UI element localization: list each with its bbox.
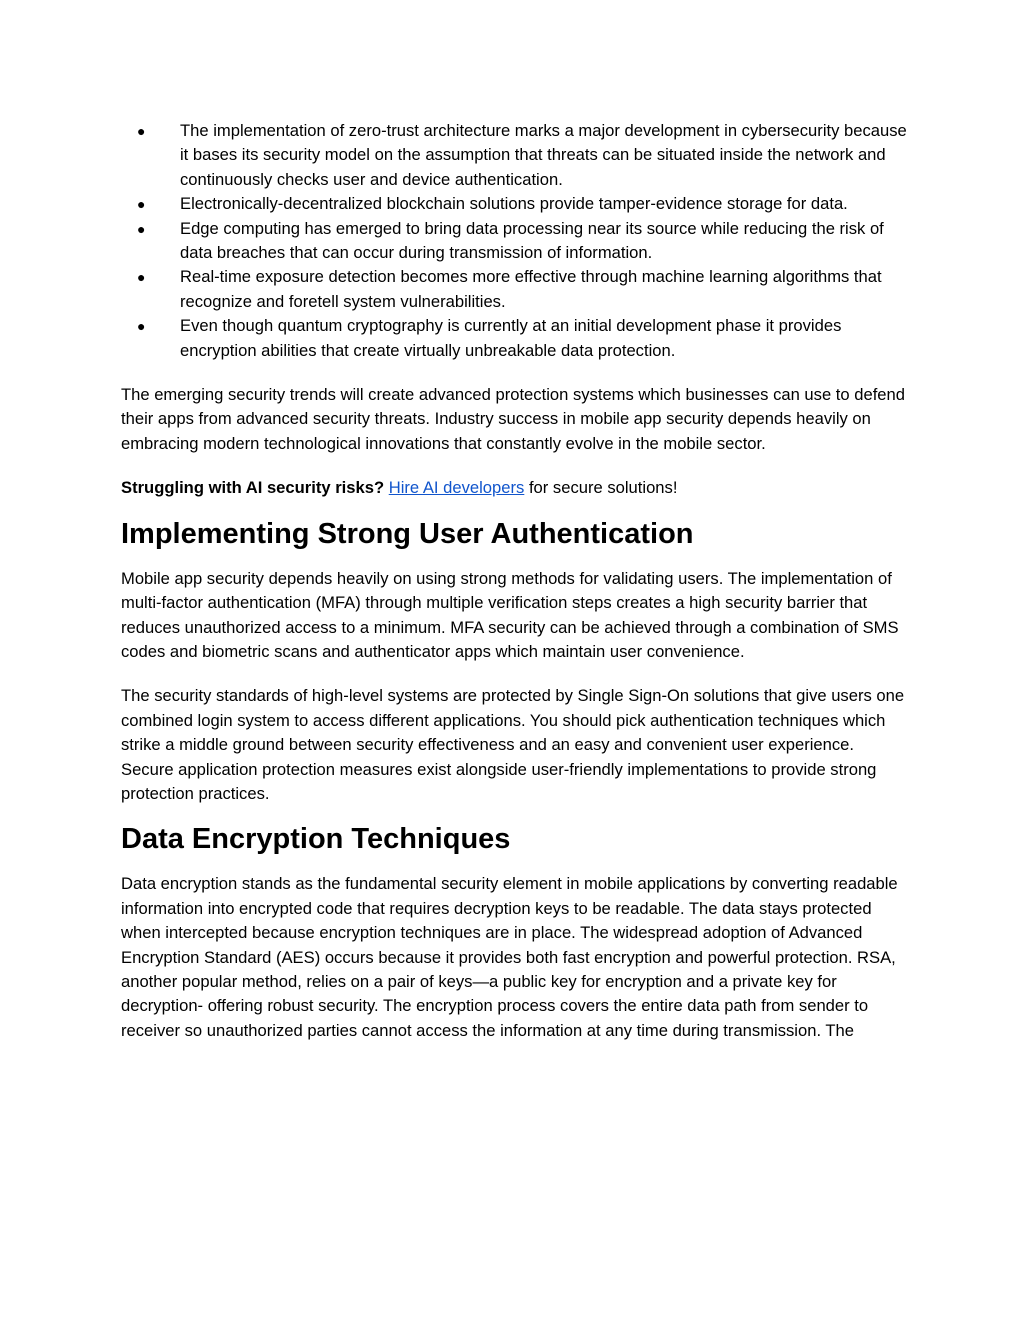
cta-line (121, 476, 911, 500)
bullet-text: Even though quantum cryptography is currently at an initial development phase it provides encryption abilities that create virtually unbreakable data protection. (180, 316, 842, 360)
bullet-text: Edge computing has emerged to bring data processing near its source while reducing the risk of data breaches that can occur during transmission of information. (180, 218, 884, 263)
list-item (121, 217, 911, 266)
hire-ai-developers-link[interactable]: Hire AI developers (388, 478, 525, 498)
list-item (121, 265, 911, 314)
document-page (121, 119, 911, 1043)
bullet-icon: ● (137, 220, 146, 237)
auth-paragraph-2: The security standards of high-level systems are protected by Single Sign-On solutions that give users one combined login system to access different applications. You should pick authentication techniques which strike a middle ground between security effectiveness and an easy and convenient user experience. Secure application protection measures exist alongside user-friendly implementations to provide strong protection practices. (121, 686, 905, 803)
trends-bullet-list (121, 119, 911, 363)
encryption-section-heading: Data Encryption Techniques (121, 823, 511, 856)
cta-bold-text: Struggling with AI security risks? (121, 478, 385, 498)
encryption-paragraph-1: Data encryption stands as the fundamental security element in mobile applications by converting readable information into encrypted code that requires decryption keys to be readable. The data stays protected when intercepted because encryption techniques are in place. The widespread adoption of Advanced Encryption Standard (AES) occurs because it provides both fast encryption and powerful protection. RSA, another popular method, relies on a pair of keys—a public key for encryption and a private key for decryption- offering robust security. The encryption process covers the entire data path from sender to receiver so unauthorized parties cannot access the information at any time during transmission. The (121, 874, 898, 1040)
bullet-text: The implementation of zero-trust architecture marks a major development in cybersecurity because it bases its security model on the assumption that threats can be situated inside the network and continuously checks user and device authentication. (180, 121, 907, 189)
bullet-text: Electronically-decentralized blockchain solutions provide tamper-evidence storage for data. (180, 194, 848, 214)
trends-paragraph: The emerging security trends will create advanced protection systems which businesses can use to defend their apps from advanced security threats. Industry success in mobile app security depends heavily on embracing modern technological innovations that constantly evolve in the mobile sector. (121, 385, 905, 453)
list-item (121, 119, 911, 192)
bullet-icon: ● (137, 269, 146, 286)
bullet-icon: ● (137, 318, 146, 335)
list-item (121, 192, 911, 216)
bullet-icon: ● (137, 123, 146, 139)
bullet-text: Real-time exposure detection becomes more effective through machine learning algorithms that recognize and foretell system vulnerabilities. (180, 267, 882, 311)
cta-rest-text: for secure solutions! (528, 478, 678, 498)
bullet-icon: ● (137, 196, 146, 213)
auth-section-heading: Implementing Strong User Authentication (121, 517, 694, 550)
list-item (121, 314, 911, 363)
auth-paragraph-1: Mobile app security depends heavily on using strong methods for validating users. The implementation of multi-factor authentication (MFA) through multiple verification steps creates a high security barrier that reduces unauthorized access to a minimum. MFA security can be achieved through a combination of SMS codes and biometric scans and authenticator apps which maintain user convenience. (121, 568, 899, 661)
